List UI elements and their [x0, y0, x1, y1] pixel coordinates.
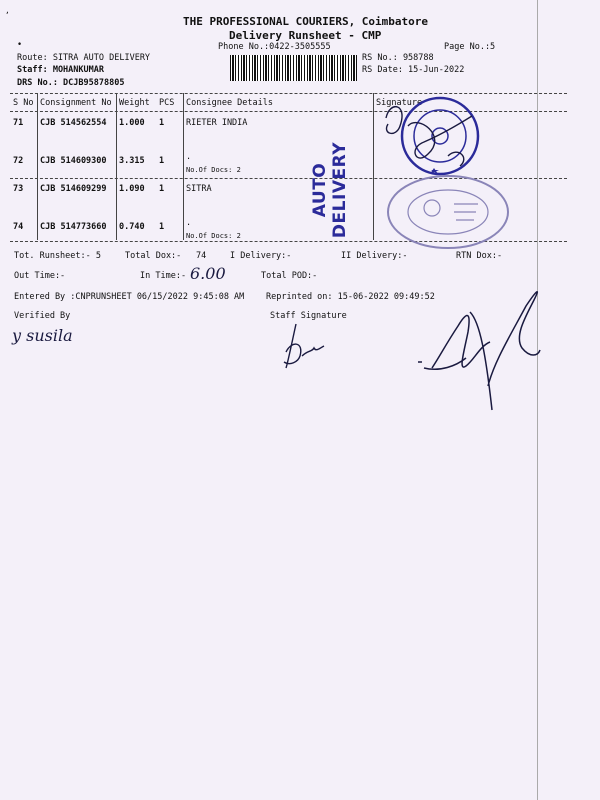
col-divider — [373, 93, 374, 240]
row-consignee: . — [186, 152, 192, 162]
staff-signature — [278, 322, 328, 372]
row-pcs: 1 — [159, 184, 165, 194]
row-docs-note: No.Of Docs: 2 — [186, 232, 241, 240]
row-pcs: 1 — [159, 222, 165, 232]
row-sno: 74 — [13, 222, 24, 232]
page-number: Page No.:5 — [444, 42, 496, 52]
barcode — [230, 55, 357, 81]
in-time-handwritten: 6.00 — [190, 264, 226, 283]
consignee-signature — [410, 276, 545, 416]
runsheet-subtitle: Delivery Runsheet - CMP — [229, 29, 382, 42]
bullet-mark: • — [17, 40, 23, 50]
drs-number: DRS No.: DCJB95878805 — [17, 78, 125, 88]
rs-date: RS Date: 15-Jun-2022 — [362, 65, 465, 75]
total-pod: Total POD:- — [261, 271, 318, 281]
rs-number: RS No.: 958788 — [362, 53, 434, 63]
col-divider — [37, 93, 38, 240]
row-consignment: CJB 514609299 — [40, 184, 107, 194]
row-consignee: RIETER INDIA — [186, 118, 248, 128]
corner-mark: , — [5, 6, 10, 15]
col-divider — [183, 93, 184, 240]
row-pcs: 1 — [159, 118, 165, 128]
col-header-weight: Weight — [119, 98, 150, 108]
col-header-consignee: Consignee Details — [186, 98, 273, 108]
total-dox-label: Total Dox:- — [125, 251, 182, 261]
row-consignment: CJB 514562554 — [40, 118, 107, 128]
row-weight: 1.000 — [119, 118, 145, 128]
i-delivery: I Delivery:- — [230, 251, 292, 261]
reprinted-on: Reprinted on: 15-06-2022 09:49:52 — [266, 292, 435, 302]
entered-by: Entered By :CNPRUNSHEET 06/15/2022 9:45:08 AM — [14, 292, 245, 302]
row-sno: 73 — [13, 184, 24, 194]
out-time: Out Time:- — [14, 271, 66, 281]
staff-label: Staff: MOHANKUMAR — [17, 65, 104, 75]
staff-signature-label: Staff Signature — [270, 311, 347, 321]
col-header-signature: Signature — [376, 98, 423, 108]
col-divider — [116, 93, 117, 240]
row-sno: 72 — [13, 156, 24, 166]
row-consignment: CJB 514773660 — [40, 222, 107, 232]
phone-number: Phone No.:0422-3505555 — [218, 42, 331, 52]
row-weight: 1.090 — [119, 184, 145, 194]
tot-runsheet: Tot. Runsheet:- 5 — [14, 251, 101, 261]
row-weight: 0.740 — [119, 222, 145, 232]
rtn-dox: RTN Dox:- — [456, 251, 503, 261]
row-consignee: . — [186, 218, 192, 228]
total-dox-value: 74 — [196, 251, 207, 261]
verified-by: Verified By — [14, 311, 71, 321]
col-header-sno: S No — [13, 98, 34, 108]
verifier-handwriting: y susila — [12, 326, 73, 345]
ii-delivery: II Delivery:- — [341, 251, 408, 261]
row-sno: 71 — [13, 118, 24, 128]
row-consignee: SITRA — [186, 184, 212, 194]
company-title: THE PROFESSIONAL COURIERS, Coimbatore — [183, 15, 429, 28]
auto-delivery-stamp: AUTO DELIVERY — [310, 141, 350, 239]
in-time: In Time:- — [140, 271, 187, 281]
row-weight: 3.315 — [119, 156, 145, 166]
col-header-consignment: Consignment No — [40, 98, 112, 108]
route-label: Route: SITRA AUTO DELIVERY — [17, 53, 151, 63]
row-docs-note: No.Of Docs: 2 — [186, 166, 241, 174]
col-header-pcs: PCS — [159, 98, 175, 108]
faded-seal-stamp — [384, 172, 514, 254]
table-top-rule — [10, 93, 567, 94]
row-consignment: CJB 514609300 — [40, 156, 107, 166]
row-pcs: 1 — [159, 156, 165, 166]
